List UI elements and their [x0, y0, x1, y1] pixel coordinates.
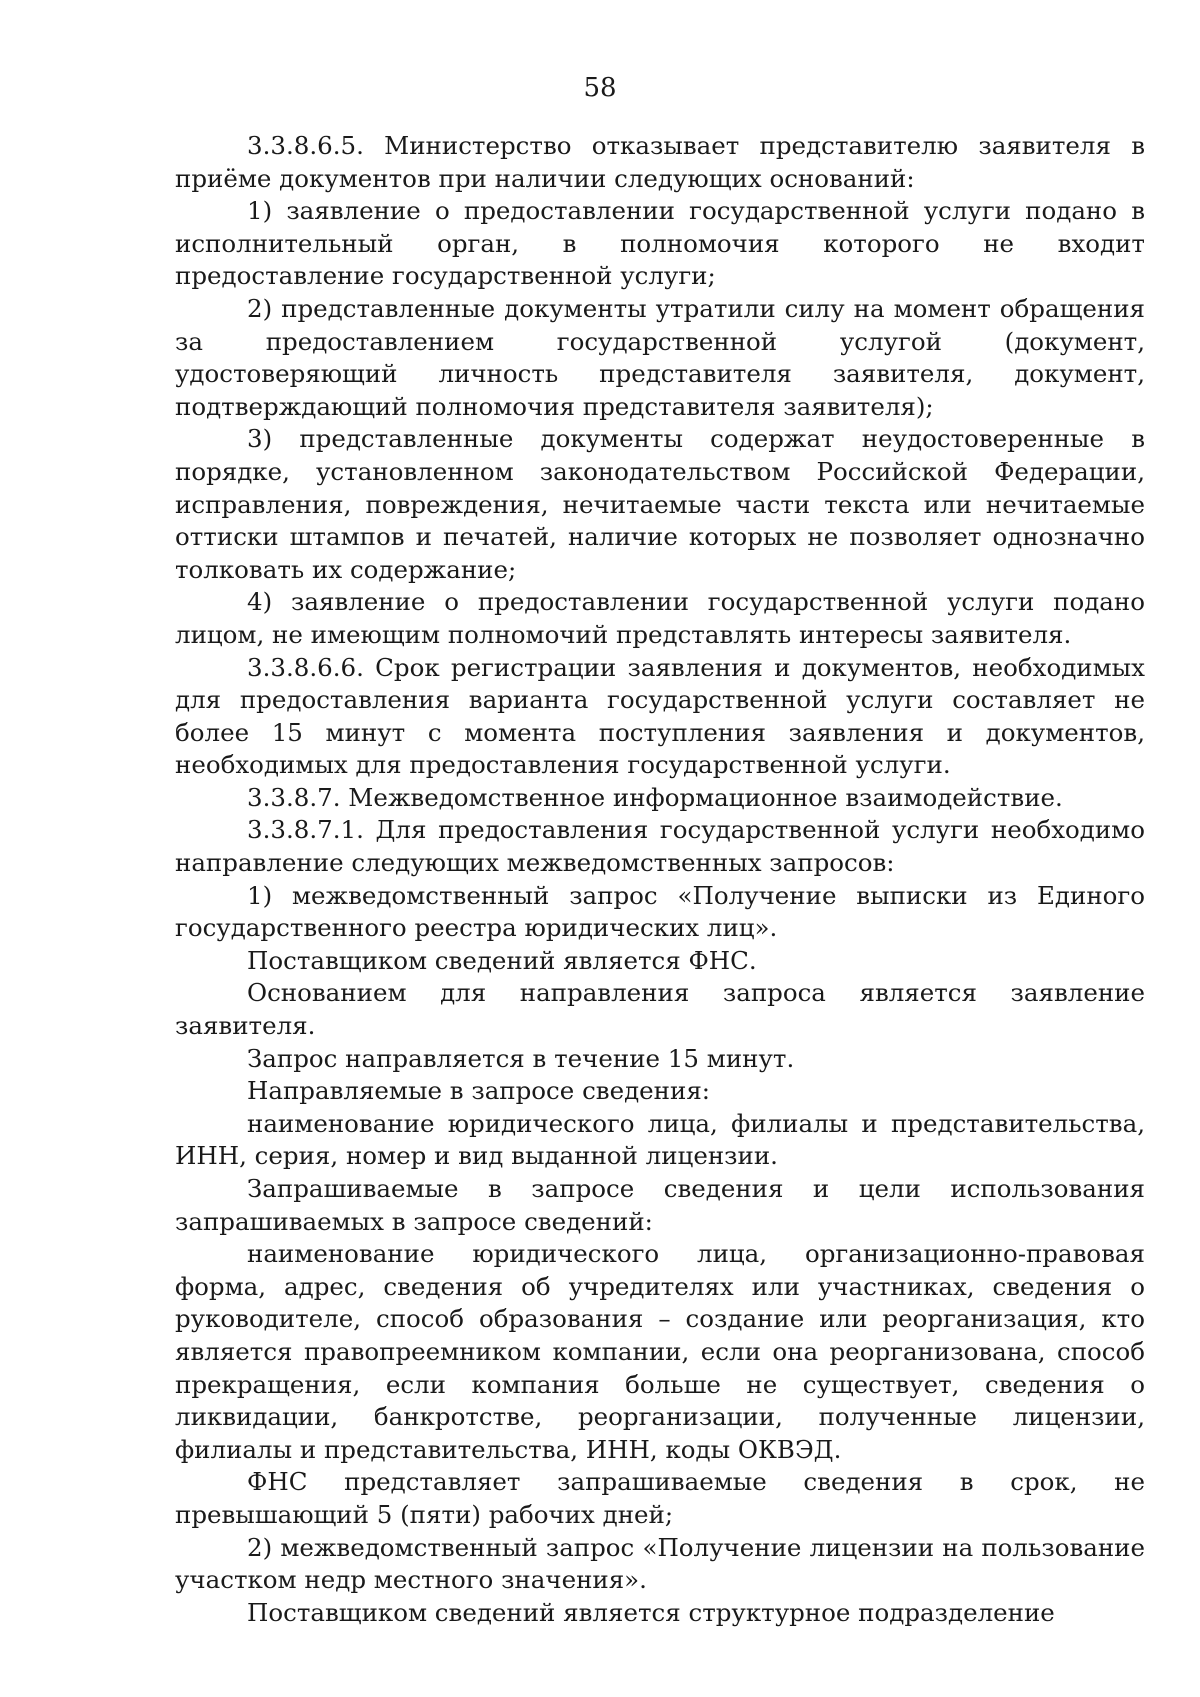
paragraph: 3.3.8.7.1. Для предоставления государственной услуги необходимо направление следующих межведомственных запросов:: [175, 815, 1145, 878]
paragraph: ФНС представляет запрашиваемые сведения в срок, не превышающий 5 (пяти) рабочих дней;: [175, 1467, 1145, 1529]
document-body: [175, 130, 1145, 1629]
paragraph: 3.3.8.6.6. Срок регистрации заявления и документов, необходимых для предоставления варианта государственной услуги составляет не более 15 минут с момента поступления заявления и документов, необходимых для предоставления государственной услуги.: [175, 652, 1145, 780]
paragraph: Направляемые в запросе сведения:: [247, 1076, 711, 1106]
paragraph: 3.3.8.7. Межведомственное информационное взаимодействие.: [247, 782, 1063, 812]
paragraph: Поставщиком сведений является ФНС.: [247, 945, 757, 975]
paragraph: 1) межведомственный запрос «Получение выписки из Единого государственного реестра юридических лиц».: [175, 880, 1145, 943]
paragraph: Основанием для направления запроса является заявление заявителя.: [175, 978, 1145, 1041]
paragraph: 2) межведомственный запрос «Получение лицензии на пользование участком недр местного значения».: [175, 1532, 1145, 1595]
paragraph: 3) представленные документы содержат неудостоверенные в порядке, установленном законодательством Российской Федерации, исправления, повреждения, нечитаемые части текста или нечитаемые оттиски штампов и печатей, наличие которых не позволяет однозначно толковать их содержание;: [175, 424, 1145, 584]
paragraph: наименование юридического лица, филиалы и представительства, ИНН, серия, номер и вид выданной лицензии.: [175, 1108, 1145, 1171]
paragraph: 2) представленные документы утратили силу на момент обращения за предоставлением государственной услугой (документ, удостоверяющий личность представителя заявителя, документ, подтверждающий полномочия представителя заявителя);: [175, 293, 1145, 421]
paragraph: Запрос направляется в течение 15 минут.: [247, 1043, 795, 1073]
paragraph: 4) заявление о предоставлении государственной услуги подано лицом, не имеющим полномочий представлять интересы заявителя.: [175, 587, 1145, 649]
paragraph: 3.3.8.6.5. Министерство отказывает представителю заявителя в приёме документов при наличии следующих оснований:: [175, 131, 1145, 193]
paragraph: Запрашиваемые в запросе сведения и цели использования запрашиваемых в запросе сведений:: [175, 1174, 1145, 1236]
paragraph: 1) заявление о предоставлении государственной услуги подано в исполнительный орган, в полномочия которого не входит предоставление государственной услуги;: [175, 196, 1145, 291]
paragraph: наименование юридического лица, организационно-правовая форма, адрес, сведения об учредителях или участниках, сведения о руководителе, способ образования – создание или реорганизация, кто является правопреемником компании, если она реорганизована, способ прекращения, если компания больше не существует, сведения о ликвидации, банкротстве, реорганизации, полученные лицензии, филиалы и представительства, ИНН, коды ОКВЭД.: [175, 1239, 1145, 1464]
page-number: 58: [583, 73, 617, 103]
paragraph: Поставщиком сведений является структурное подразделение: [247, 1597, 1055, 1627]
